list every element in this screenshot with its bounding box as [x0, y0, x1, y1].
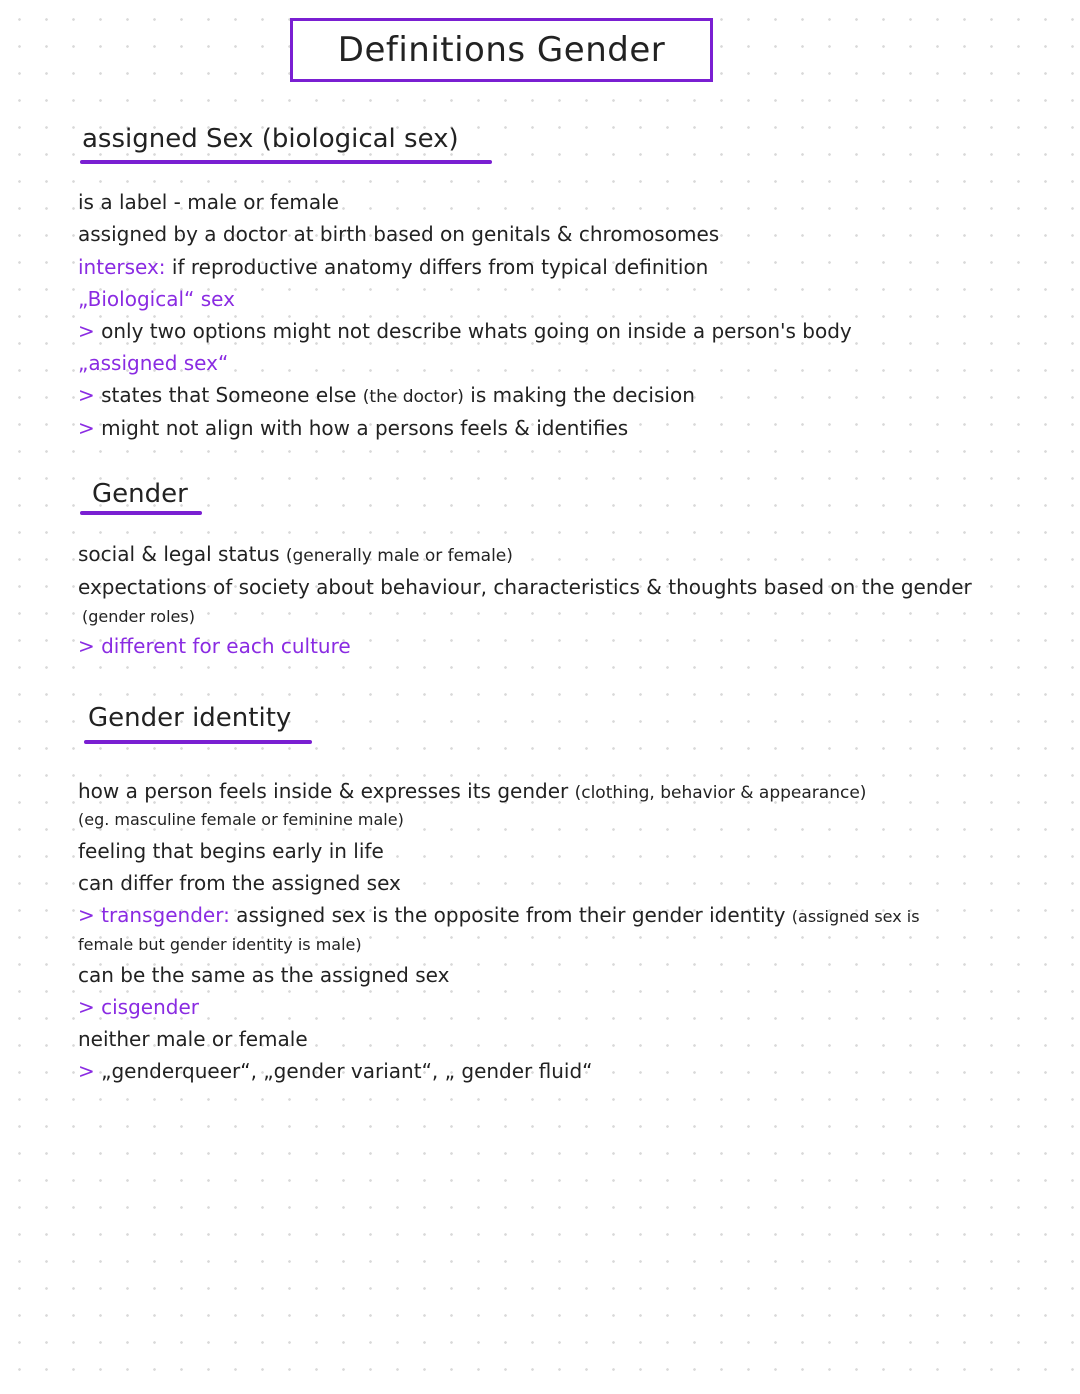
identity-line-6: female but gender identity is male) [78, 935, 362, 954]
heading-gender-identity: Gender identity [88, 703, 292, 733]
gender-line-3: (gender roles) [82, 607, 195, 626]
term-intersex: intersex: [78, 255, 166, 279]
identity-line-1-text: how a person feels inside & expresses its gender [78, 779, 575, 803]
sex-line-4: „Biological“ sex [78, 287, 235, 311]
sex-line-5 [78, 321, 852, 341]
identity-line-1-paren: (clothing, behavior & appearance) [574, 783, 867, 803]
sex-line-7-text-c: is making the decision [463, 383, 695, 407]
identity-line-10 [78, 1061, 593, 1081]
sex-line-7-paren: (the doctor) [362, 387, 464, 407]
identity-line-10-text: „genderqueer“, „gender variant“, „ gender fluid“ [94, 1059, 593, 1083]
identity-line-7: can be the same as the assigned sex [78, 963, 450, 987]
sex-line-7 [78, 385, 695, 406]
gender-line-2: expectations of society about behaviour, characteristics & thoughts based on the gender [78, 575, 972, 599]
arrow-marker: > [78, 416, 95, 440]
identity-line-3: feeling that begins early in life [78, 839, 384, 863]
arrow-marker: > [78, 1059, 95, 1083]
identity-line-9: neither male or female [78, 1027, 308, 1051]
arrow-marker: > [78, 383, 95, 407]
identity-line-2: (eg. masculine female or feminine male) [78, 810, 404, 829]
sex-line-6: „assigned sex“ [78, 351, 229, 375]
identity-line-8: > cisgender [78, 995, 199, 1019]
sex-line-8-text: might not align with how a persons feels & identifies [94, 416, 629, 440]
sex-line-3 [78, 257, 708, 277]
heading-assigned-sex: assigned Sex (biological sex) [82, 124, 459, 154]
identity-line-1 [78, 781, 866, 802]
sex-line-5-text: only two options might not describe whats going on inside a person's body [94, 319, 852, 343]
term-transgender: > transgender: [78, 903, 230, 927]
gender-line-1-paren: (generally male or female) [285, 546, 513, 566]
heading-underline [80, 160, 492, 164]
transgender-paren: (assigned sex is [791, 907, 920, 926]
sex-line-2: assigned by a doctor at birth based on genitals & chromosomes [78, 222, 720, 246]
title-box [290, 18, 713, 82]
identity-line-4: can differ from the assigned sex [78, 871, 401, 895]
sex-line-7-text-a: states that Someone else [94, 383, 363, 407]
page-title: Definitions Gender [337, 30, 666, 70]
heading-gender: Gender [92, 479, 188, 509]
sex-line-8 [78, 418, 628, 438]
gender-line-1-text: social & legal status [78, 542, 286, 566]
intersex-definition: if reproductive anatomy differs from typical definition [165, 255, 709, 279]
gender-line-4: > different for each culture [78, 634, 351, 658]
sex-line-1: is a label - male or female [78, 190, 339, 214]
heading-underline [84, 740, 312, 744]
heading-underline [80, 511, 202, 515]
identity-line-5 [78, 905, 920, 925]
gender-line-1 [78, 544, 513, 565]
arrow-marker: > [78, 319, 95, 343]
transgender-definition: assigned sex is the opposite from their gender identity [229, 903, 792, 927]
